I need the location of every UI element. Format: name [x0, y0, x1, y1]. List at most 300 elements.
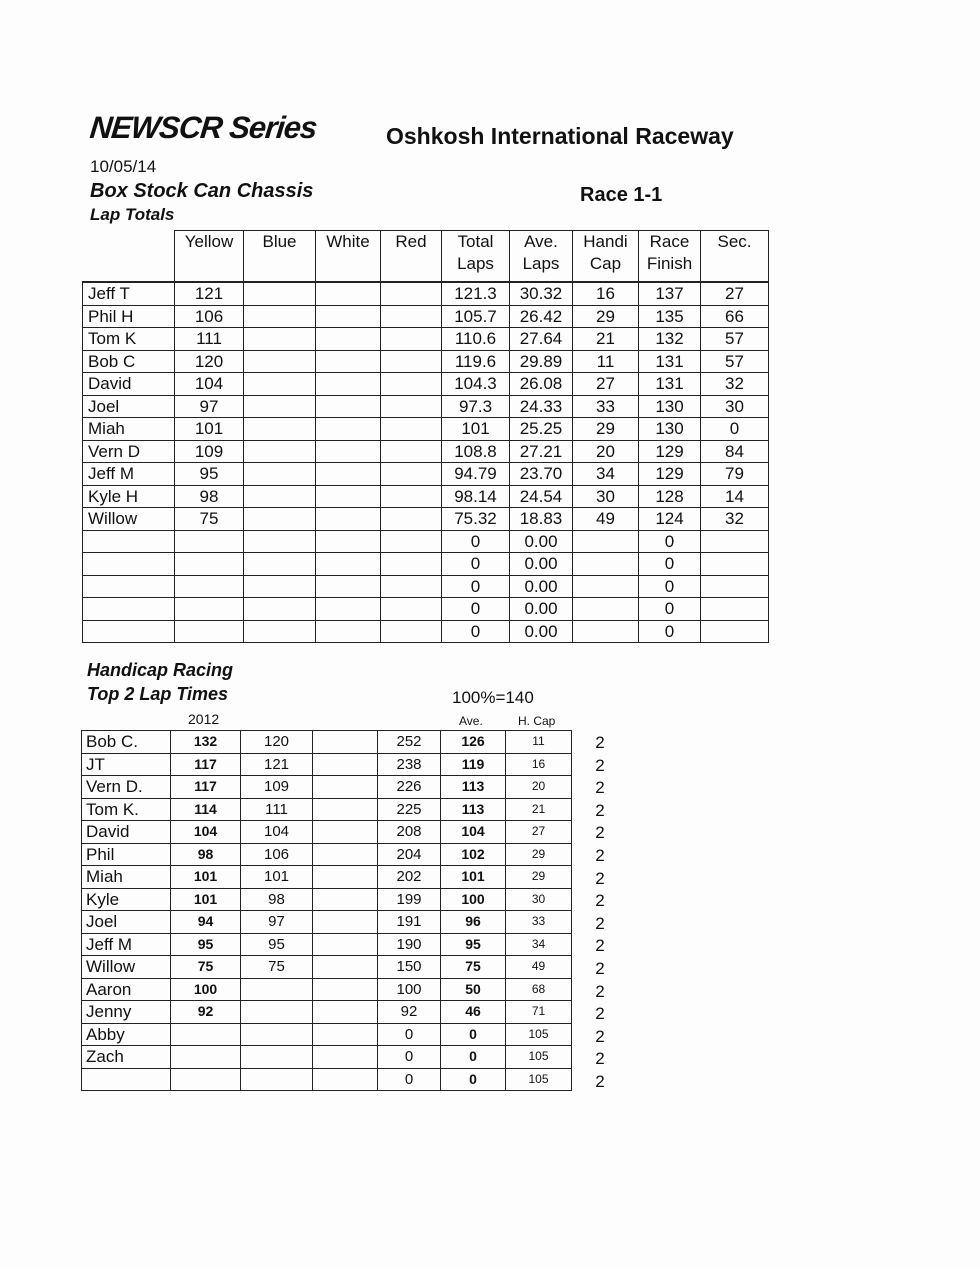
- lap-table-cell: [175, 553, 244, 576]
- lap-table-cell: 30.32: [510, 282, 573, 305]
- lap-table-cell: 29: [573, 305, 639, 328]
- handicap-cell: 105: [506, 1023, 572, 1046]
- handicap-cell: 29: [506, 843, 572, 866]
- lap-table-cell: [381, 620, 442, 643]
- handicap-name-cell: Joel: [82, 911, 171, 934]
- lap-table-cell: [316, 508, 381, 531]
- handicap-cell: 94: [171, 911, 241, 934]
- lap-table-cell: 27.64: [510, 328, 573, 351]
- handicap-count: 2: [595, 913, 605, 933]
- handicap-cell: [313, 1001, 378, 1024]
- lap-table-cell: [316, 553, 381, 576]
- handicap-cell: 132: [171, 731, 241, 754]
- lap-table-row: [83, 598, 769, 621]
- lap-table-cell: 132: [639, 328, 701, 351]
- handicap-cell: 97: [241, 911, 313, 934]
- lap-table-cell: [316, 350, 381, 373]
- handicap-cell: 109: [241, 776, 313, 799]
- lap-table-cell: [244, 328, 316, 351]
- lap-table-row: [83, 463, 769, 486]
- handicap-count: 2: [595, 778, 605, 798]
- handicap-cell: 92: [378, 1001, 441, 1024]
- lap-table-cell: 130: [639, 418, 701, 441]
- year-label: 2012: [188, 711, 220, 727]
- handicap-cell: 20: [506, 776, 572, 799]
- lap-table-row: [83, 530, 769, 553]
- lap-table-cell: 0: [639, 553, 701, 576]
- lap-table-cell: 106: [175, 305, 244, 328]
- lap-table-cell: 130: [639, 395, 701, 418]
- lap-table-row: [83, 395, 769, 418]
- handicap-cell: [313, 821, 378, 844]
- lap-table-cell: 98: [175, 485, 244, 508]
- lap-table-cell: [244, 463, 316, 486]
- lap-table-cell: [316, 418, 381, 441]
- handicap-cell: 30: [506, 888, 572, 911]
- lap-table-cell: 0: [639, 620, 701, 643]
- lap-table-cell: 26.42: [510, 305, 573, 328]
- lap-table-cell: 30: [701, 395, 769, 418]
- lap-table-cell: 104: [175, 373, 244, 396]
- lap-table-cell: 20: [573, 440, 639, 463]
- lap-table-cell: 29.89: [510, 350, 573, 373]
- lap-table-cell: 32: [701, 373, 769, 396]
- handicap-cell: 71: [506, 1001, 572, 1024]
- handicap-cell: 104: [171, 821, 241, 844]
- lap-table-cell: [244, 350, 316, 373]
- handicap-subtitle: Top 2 Lap Times: [87, 684, 229, 704]
- handicap-row: [82, 798, 572, 821]
- handicap-name-cell: Kyle: [82, 888, 171, 911]
- lap-table-cell: [244, 620, 316, 643]
- handicap-cell: 46: [441, 1001, 506, 1024]
- lap-table-cell: 108.8: [442, 440, 510, 463]
- lap-table-cell: [316, 620, 381, 643]
- lap-table-cell: [244, 485, 316, 508]
- lap-table-cell: [175, 598, 244, 621]
- header-blue: Blue: [244, 231, 316, 283]
- handicap-cell: 105: [506, 1046, 572, 1069]
- lap-table-cell: [244, 575, 316, 598]
- handicap-cell: [313, 731, 378, 754]
- handicap-count: 2: [595, 755, 605, 775]
- lap-table-row: [83, 328, 769, 351]
- handicap-count: 2: [595, 733, 605, 752]
- lap-table-cell: [244, 395, 316, 418]
- lap-table-cell: [381, 418, 442, 441]
- handicap-count: 2: [595, 845, 605, 865]
- lap-table-cell: [381, 305, 442, 328]
- handicap-cell: 191: [378, 911, 441, 934]
- lap-table-cell: [316, 282, 381, 305]
- lap-table-cell: [573, 620, 639, 643]
- lap-table-row: [83, 553, 769, 576]
- lap-table-cell: 109: [175, 440, 244, 463]
- lap-table-cell: [381, 575, 442, 598]
- lap-table-cell: [381, 463, 442, 486]
- lap-table-cell: 32: [701, 508, 769, 531]
- lap-table-cell: [701, 598, 769, 621]
- handicap-cell: [313, 1068, 378, 1091]
- handicap-cell: 75: [441, 956, 506, 979]
- lap-table-cell: [316, 575, 381, 598]
- lap-table-cell: 34: [573, 463, 639, 486]
- handicap-cell: 114: [171, 798, 241, 821]
- lap-table-cell: [573, 575, 639, 598]
- handicap-cell: [313, 888, 378, 911]
- lap-table-cell: 137: [639, 282, 701, 305]
- lap-table-row: [83, 620, 769, 643]
- handicap-cell: 102: [441, 843, 506, 866]
- handicap-cell: [313, 1046, 378, 1069]
- lap-table-cell: 79: [701, 463, 769, 486]
- lap-table-cell: 75: [175, 508, 244, 531]
- lap-table-row: [83, 305, 769, 328]
- lap-table-cell: [381, 395, 442, 418]
- handicap-cell: 204: [378, 843, 441, 866]
- lap-table-cell: 0: [639, 598, 701, 621]
- handicap-name-cell: Jenny: [82, 1001, 171, 1024]
- driver-name-cell: Kyle H: [83, 485, 175, 508]
- handicap-name-cell: Tom K.: [82, 798, 171, 821]
- lap-table-cell: [316, 395, 381, 418]
- lap-table-cell: [381, 485, 442, 508]
- handicap-cell: 96: [441, 911, 506, 934]
- blank-header-cell: [83, 231, 175, 283]
- lap-table-cell: [244, 598, 316, 621]
- handicap-row: [82, 843, 572, 866]
- handicap-cell: 75: [171, 956, 241, 979]
- lap-table-cell: [381, 553, 442, 576]
- lap-table-cell: 27: [701, 282, 769, 305]
- handicap-row: [82, 911, 572, 934]
- handicap-cell: 105: [506, 1068, 572, 1091]
- lap-table-cell: [244, 440, 316, 463]
- header-sec: Sec.: [701, 231, 769, 283]
- handicap-name-cell: Miah: [82, 866, 171, 889]
- lap-table-cell: 24.33: [510, 395, 573, 418]
- handicap-cell: [241, 1001, 313, 1024]
- driver-name-cell: [83, 530, 175, 553]
- handicap-name-cell: Vern D.: [82, 776, 171, 799]
- lap-table-cell: 131: [639, 373, 701, 396]
- handicap-cell: 202: [378, 866, 441, 889]
- driver-name-cell: Jeff M: [83, 463, 175, 486]
- lap-table-cell: 26.08: [510, 373, 573, 396]
- lap-table-cell: 95: [175, 463, 244, 486]
- handicap-cell: 33: [506, 911, 572, 934]
- handicap-name-cell: Jeff M: [82, 933, 171, 956]
- handicap-cell: 0: [441, 1023, 506, 1046]
- handicap-cell: [171, 1023, 241, 1046]
- lap-table-cell: 97: [175, 395, 244, 418]
- lap-table-cell: 97.3: [442, 395, 510, 418]
- handicap-count: 2: [595, 868, 605, 888]
- lap-table-cell: 57: [701, 328, 769, 351]
- handicap-cell: 16: [506, 753, 572, 776]
- handicap-cell: 11: [506, 731, 572, 754]
- lap-table-row: [83, 373, 769, 396]
- handicap-cell: 95: [441, 933, 506, 956]
- lap-table-cell: [381, 530, 442, 553]
- handicap-row: [82, 1046, 572, 1069]
- handicap-cell: 117: [171, 776, 241, 799]
- series-title: NEWSCR Series: [88, 110, 319, 145]
- header-white: White: [316, 231, 381, 283]
- driver-name-cell: [83, 598, 175, 621]
- handicap-cell: [313, 866, 378, 889]
- handicap-cell: [313, 933, 378, 956]
- lap-table-cell: [316, 328, 381, 351]
- handicap-cell: 120: [241, 731, 313, 754]
- handicap-row: [82, 753, 572, 776]
- lap-table-cell: 121: [175, 282, 244, 305]
- lap-table-row: [83, 418, 769, 441]
- lap-table-cell: 120: [175, 350, 244, 373]
- lap-table-cell: 104.3: [442, 373, 510, 396]
- handicap-cell: 0: [378, 1068, 441, 1091]
- handicap-table: [81, 730, 572, 1091]
- handicap-cell: 126: [441, 731, 506, 754]
- lap-table-cell: 0: [442, 530, 510, 553]
- lap-table-cell: 27: [573, 373, 639, 396]
- lap-table-cell: 66: [701, 305, 769, 328]
- lap-table-cell: [316, 598, 381, 621]
- lap-table-cell: 98.14: [442, 485, 510, 508]
- handicap-count: 2: [595, 981, 605, 1001]
- lap-table-cell: [701, 575, 769, 598]
- handicap-cell: 92: [171, 1001, 241, 1024]
- lap-table-cell: 0.00: [510, 553, 573, 576]
- handicap-cell: 101: [171, 888, 241, 911]
- lap-table-cell: 135: [639, 305, 701, 328]
- handicap-cell: [313, 776, 378, 799]
- handicap-count: 2: [595, 958, 605, 978]
- lap-table-cell: 21: [573, 328, 639, 351]
- lap-table-cell: [381, 598, 442, 621]
- handicap-cell: [313, 843, 378, 866]
- lap-table-cell: [244, 305, 316, 328]
- lap-table-row: [83, 575, 769, 598]
- handicap-cell: 100: [378, 978, 441, 1001]
- handicap-cell: 68: [506, 978, 572, 1001]
- handicap-name-cell: JT: [82, 753, 171, 776]
- lap-table-cell: [316, 463, 381, 486]
- handicap-cell: 0: [378, 1023, 441, 1046]
- handicap-cell: 75: [241, 956, 313, 979]
- lap-table-cell: 119.6: [442, 350, 510, 373]
- lap-table-cell: [381, 350, 442, 373]
- class-name: Box Stock Can Chassis: [90, 180, 314, 202]
- handicap-cell: 101: [171, 866, 241, 889]
- handicap-cell: [313, 798, 378, 821]
- race-date: 10/05/14: [90, 157, 157, 176]
- lap-table-cell: 0: [442, 598, 510, 621]
- lap-table-cell: 0.00: [510, 620, 573, 643]
- handicap-cell: [171, 1068, 241, 1091]
- handicap-cell: 0: [378, 1046, 441, 1069]
- lap-table-row: [83, 485, 769, 508]
- handicap-row: [82, 776, 572, 799]
- lap-table-cell: 0.00: [510, 530, 573, 553]
- handicap-cell: [241, 1068, 313, 1091]
- lap-table-cell: 105.7: [442, 305, 510, 328]
- handicap-count: 2: [595, 1049, 605, 1069]
- lap-table-row: [83, 350, 769, 373]
- handicap-cell: [241, 1023, 313, 1046]
- handicap-cell: [313, 956, 378, 979]
- handicap-cell: 95: [241, 933, 313, 956]
- handicap-cell: 101: [441, 866, 506, 889]
- driver-name-cell: Tom K: [83, 328, 175, 351]
- header-ave-laps: Ave. Laps: [510, 231, 573, 283]
- driver-name-cell: David: [83, 373, 175, 396]
- lap-table-cell: [316, 373, 381, 396]
- handicap-row: [82, 978, 572, 1001]
- handicap-cell: 0: [441, 1046, 506, 1069]
- handicap-cell: 150: [378, 956, 441, 979]
- lap-table-cell: 129: [639, 463, 701, 486]
- lap-table-cell: [573, 530, 639, 553]
- lap-table-cell: [244, 282, 316, 305]
- driver-name-cell: Jeff T: [83, 282, 175, 305]
- handicap-row: [82, 888, 572, 911]
- lap-table-cell: 84: [701, 440, 769, 463]
- lap-table-cell: [316, 530, 381, 553]
- header-total-laps: Total Laps: [442, 231, 510, 283]
- lap-table-cell: 75.32: [442, 508, 510, 531]
- lap-table-cell: [244, 553, 316, 576]
- handicap-cell: 199: [378, 888, 441, 911]
- handicap-cell: 100: [441, 888, 506, 911]
- lap-table-cell: [381, 282, 442, 305]
- handicap-name-cell: Aaron: [82, 978, 171, 1001]
- lap-table-cell: [175, 530, 244, 553]
- lap-table-cell: 24.54: [510, 485, 573, 508]
- handicap-row: [82, 1023, 572, 1046]
- handicap-cell: 49: [506, 956, 572, 979]
- ave-label: Ave.: [459, 714, 483, 728]
- lap-table-cell: 129: [639, 440, 701, 463]
- handicap-cell: 226: [378, 776, 441, 799]
- handicap-name-cell: Phil: [82, 843, 171, 866]
- lap-table-cell: [381, 508, 442, 531]
- handicap-count: 2: [595, 1026, 605, 1046]
- handicap-cell: 104: [441, 821, 506, 844]
- handicap-name-cell: Willow: [82, 956, 171, 979]
- lap-table-cell: 29: [573, 418, 639, 441]
- handicap-cell: 29: [506, 866, 572, 889]
- handicap-cell: [313, 978, 378, 1001]
- handicap-cell: 104: [241, 821, 313, 844]
- handicap-cell: [241, 978, 313, 1001]
- lap-table-cell: 94.79: [442, 463, 510, 486]
- lap-table-cell: 111: [175, 328, 244, 351]
- lap-table-cell: 121.3: [442, 282, 510, 305]
- handicap-cell: 238: [378, 753, 441, 776]
- handicap-cell: [313, 1023, 378, 1046]
- handicap-cell: 111: [241, 798, 313, 821]
- percent-note: 100%=140: [452, 688, 534, 707]
- lap-table-cell: [316, 440, 381, 463]
- handicap-row: [82, 933, 572, 956]
- lap-table-cell: [316, 485, 381, 508]
- handicap-cell: [171, 1046, 241, 1069]
- lap-table-cell: [244, 530, 316, 553]
- handicap-row: [82, 1068, 572, 1091]
- handicap-cell: 21: [506, 798, 572, 821]
- handicap-row: [82, 1001, 572, 1024]
- handicap-row: [82, 866, 572, 889]
- handicap-count: 2: [595, 1004, 605, 1024]
- lap-table-cell: 101: [175, 418, 244, 441]
- handicap-cell: 101: [241, 866, 313, 889]
- lap-table-cell: 23.70: [510, 463, 573, 486]
- handicap-name-cell: David: [82, 821, 171, 844]
- handicap-cell: 252: [378, 731, 441, 754]
- lap-table-cell: 30: [573, 485, 639, 508]
- driver-name-cell: [83, 575, 175, 598]
- handicap-cell: 119: [441, 753, 506, 776]
- race-label: Race 1-1: [580, 184, 663, 206]
- lap-table-cell: 110.6: [442, 328, 510, 351]
- handicap-row: [82, 956, 572, 979]
- driver-name-cell: Vern D: [83, 440, 175, 463]
- handicap-cell: 190: [378, 933, 441, 956]
- lap-table-cell: [381, 328, 442, 351]
- header-race-finish: Race Finish: [639, 231, 701, 283]
- driver-name-cell: Bob C: [83, 350, 175, 373]
- lap-table-cell: 49: [573, 508, 639, 531]
- lap-table-row: [83, 508, 769, 531]
- handicap-name-cell: Zach: [82, 1046, 171, 1069]
- handicap-cell: 0: [441, 1068, 506, 1091]
- lap-table-cell: 25.25: [510, 418, 573, 441]
- handicap-cell: 121: [241, 753, 313, 776]
- handicap-cell: 95: [171, 933, 241, 956]
- handicap-title: Handicap Racing: [87, 660, 234, 680]
- lap-totals-heading: Lap Totals: [90, 205, 175, 224]
- handicap-count: 2: [595, 823, 605, 843]
- lap-table-cell: 0: [639, 575, 701, 598]
- driver-name-cell: Willow: [83, 508, 175, 531]
- lap-table-cell: 14: [701, 485, 769, 508]
- handicap-name-cell: [82, 1068, 171, 1091]
- handicap-cell: 113: [441, 798, 506, 821]
- handicap-cell: 208: [378, 821, 441, 844]
- driver-name-cell: [83, 553, 175, 576]
- lap-table-cell: [244, 418, 316, 441]
- lap-table-cell: 101: [442, 418, 510, 441]
- header-red: Red: [381, 231, 442, 283]
- driver-name-cell: Joel: [83, 395, 175, 418]
- lap-table-cell: 0.00: [510, 575, 573, 598]
- driver-name-cell: Miah: [83, 418, 175, 441]
- handicap-cell: 106: [241, 843, 313, 866]
- lap-table-cell: 128: [639, 485, 701, 508]
- lap-table-cell: [316, 305, 381, 328]
- handicap-count: 2: [595, 800, 605, 820]
- header-handicap: Handi Cap: [573, 231, 639, 283]
- lap-table-cell: 0: [442, 575, 510, 598]
- lap-table-cell: 11: [573, 350, 639, 373]
- lap-table-cell: 131: [639, 350, 701, 373]
- lap-table-cell: 0.00: [510, 598, 573, 621]
- handicap-cell: 34: [506, 933, 572, 956]
- lap-table-row: [83, 440, 769, 463]
- handicap-cell: 50: [441, 978, 506, 1001]
- lap-table-cell: [381, 440, 442, 463]
